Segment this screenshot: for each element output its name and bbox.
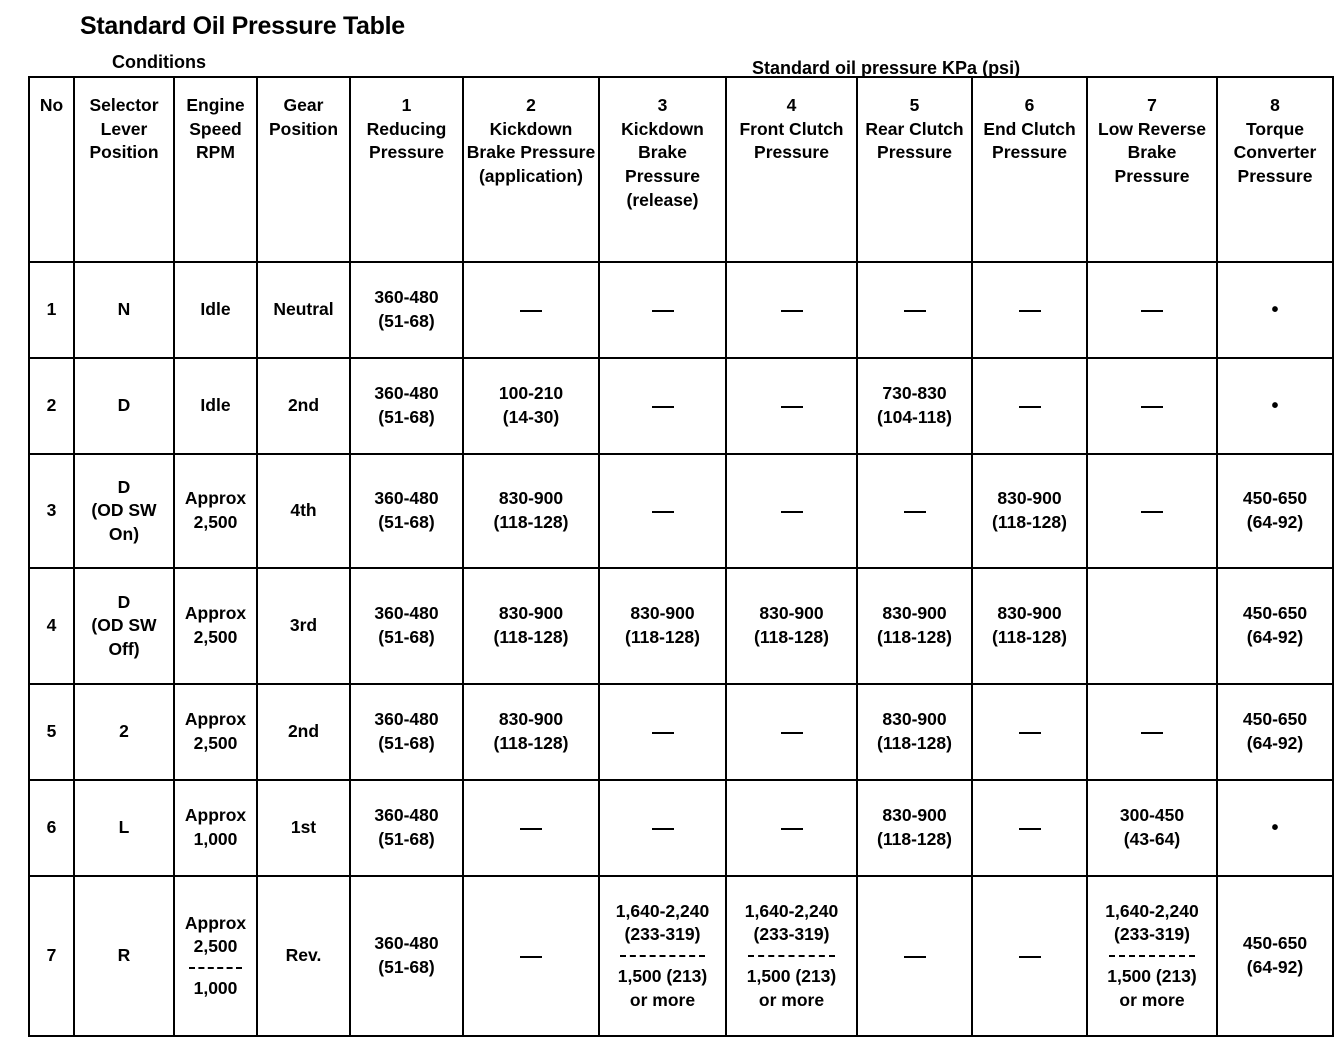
kickdown-apply-cell [463,358,599,454]
dashed-divider [1109,955,1196,957]
bullet-mark: • [1271,816,1279,839]
dashed-divider [189,967,243,969]
kickdown-release-cell [599,876,726,1036]
value-psi: (43-64) [1123,829,1181,849]
header-col-8-text: Torque Converter Pressure [1233,118,1317,186]
torque-cell [1217,358,1333,454]
kickdown-apply-cell [463,454,599,568]
header-col-2 [463,77,599,262]
selector-cell: L [74,780,174,876]
dash-mark [1019,310,1041,312]
dash-mark [1019,406,1041,408]
engine-text: Approx [184,603,247,624]
selector-cell: R [74,876,174,1036]
empty-cell [972,780,1087,876]
value-psi: (14-30) [502,407,560,427]
table-row [29,780,1333,876]
value-psi: (118-128) [992,627,1067,647]
dash-mark [781,310,803,312]
empty-cell [599,454,726,568]
header-col-4-number: 4 [786,95,797,115]
low-reverse-cell [1087,876,1217,1036]
value-text: 1,500 (213) [746,966,837,986]
value-psi: (118-128) [625,627,700,647]
empty-cell [1087,684,1217,780]
engine-text: Approx [184,488,247,509]
empty-cell [857,454,972,568]
reducing-cell [350,358,463,454]
gear-cell: 2nd [257,684,350,780]
dash-mark [520,956,542,958]
torque-cell [1217,262,1333,358]
row-no: 3 [29,454,74,568]
value-text: 1,640-2,240 [615,900,710,921]
engine-text: Approx [184,709,247,730]
value-text: 730-830 [882,383,947,404]
empty-cell [726,780,857,876]
value-text: 830-900 [882,709,947,730]
value-psi: (51-68) [378,407,435,427]
value-psi: (118-128) [493,512,569,532]
selector-text: (OD SW [91,500,157,521]
row-no: 6 [29,780,74,876]
header-col-8 [1217,77,1333,262]
selector-cell [74,454,174,568]
empty-cell [599,262,726,358]
header-col-8-number: 8 [1270,95,1280,115]
engine-text: 2,500 [193,936,238,957]
rear-clutch-cell [857,568,972,684]
rear-clutch-cell [857,780,972,876]
dash-mark [1019,956,1041,958]
engine-cell [174,568,257,684]
value-text: 360-480 [374,603,439,624]
standard-pressure-label: Standard oil pressure KPa (psi) [752,58,1021,78]
header-no [29,77,74,262]
dash-mark [904,511,926,513]
value-text: 830-900 [630,603,695,624]
selector-cell: D [74,358,174,454]
value-text: 360-480 [374,805,439,826]
value-psi: (64-92) [1246,733,1304,753]
selector-text: On) [108,523,140,544]
empty-cell [599,358,726,454]
front-clutch-cell [726,876,857,1036]
value-psi: (51-68) [378,733,435,753]
row-no: 5 [29,684,74,780]
dash-mark [1141,406,1163,408]
low-reverse-cell [1087,780,1217,876]
gear-cell: 2nd [257,358,350,454]
dash-mark [781,511,803,513]
empty-cell [463,780,599,876]
empty-cell [726,358,857,454]
engine-text: 2,500 [193,733,238,753]
dash-mark [904,956,926,958]
selector-text: D [117,591,131,612]
header-selector [74,77,174,262]
gear-cell: Rev. [257,876,350,1036]
empty-cell [726,684,857,780]
dash-mark [520,310,542,312]
table-row [29,262,1333,358]
value-text: 300-450 [1119,805,1185,826]
dash-mark [1141,732,1163,734]
selector-cell: 2 [74,684,174,780]
value-psi: (104-118) [877,407,952,427]
header-col-5 [857,77,972,262]
value-psi: (64-92) [1246,512,1304,532]
value-psi: (64-92) [1246,627,1304,647]
selector-cell [74,568,174,684]
reducing-cell [350,780,463,876]
reducing-cell [350,876,463,1036]
dash-mark [1019,732,1041,734]
reducing-cell [350,684,463,780]
header-col-3 [599,77,726,262]
engine-text: 1,000 [193,829,238,849]
conditions-label: Conditions [112,52,206,72]
value-psi: (118-128) [877,733,952,753]
value-text: 830-900 [759,603,824,624]
dash-mark [652,732,674,734]
dash-mark [904,310,926,312]
table-row [29,876,1333,1036]
selector-text: D [117,476,131,497]
table-row [29,358,1333,454]
empty-cell [726,454,857,568]
value-psi: (233-319) [1114,924,1190,945]
gear-cell: 4th [257,454,350,568]
empty-cell [1087,262,1217,358]
kickdown-apply-cell [463,684,599,780]
dash-mark [1141,310,1163,312]
value-text: or more [629,989,696,1010]
page-title: Standard Oil Pressure Table [80,12,405,40]
header-col-5-number: 5 [909,95,920,115]
header-col-6 [972,77,1087,262]
header-col-1-number: 1 [401,95,412,115]
engine-cell [174,454,257,568]
engine-cell [174,780,257,876]
value-psi: (51-68) [378,957,435,977]
value-psi: (118-128) [754,627,829,647]
empty-cell [857,262,972,358]
end-clutch-cell [972,454,1087,568]
header-gear [257,77,350,262]
engine-cell [174,684,257,780]
row-no: 2 [29,358,74,454]
row-no: 7 [29,876,74,1036]
value-text: 830-900 [997,488,1062,509]
engine-cell [174,876,257,1036]
header-col-4-text: Front Clutch Pressure [739,118,844,163]
value-text: or more [1119,989,1185,1010]
gear-cell: Neutral [257,262,350,358]
value-psi: (118-128) [493,733,569,753]
dash-mark [520,828,542,830]
empty-cell [972,876,1087,1036]
torque-cell [1217,780,1333,876]
empty-cell [599,780,726,876]
dash-mark [781,828,803,830]
value-text: 360-480 [374,488,439,509]
header-col-7-number: 7 [1147,95,1157,115]
row-no: 1 [29,262,74,358]
table-row [29,684,1333,780]
header-engine-text: Engine Speed RPM [186,95,245,163]
value-text: 100-210 [498,383,564,404]
header-col-5-text: Rear Clutch Pressure [865,118,964,163]
value-text: 1,500 (213) [1107,966,1197,986]
end-clutch-cell [972,568,1087,684]
gear-cell: 3rd [257,568,350,684]
header-col-4 [726,77,857,262]
value-text: 1,640-2,240 [744,900,839,921]
dash-mark [1019,828,1041,830]
empty-cell [972,262,1087,358]
value-text: 830-900 [498,488,564,509]
bullet-mark: • [1271,394,1279,417]
engine-text: Approx [184,805,247,826]
table-row [29,454,1333,568]
value-psi: (64-92) [1246,957,1304,977]
header-col-3-number: 3 [657,95,668,115]
empty-cell [972,358,1087,454]
engine-cell: Idle [174,358,257,454]
reducing-cell [350,568,463,684]
reducing-cell [350,454,463,568]
header-selector-text: Selector Lever Position [89,95,159,163]
engine-text: 2,500 [193,512,238,532]
value-text: 360-480 [374,933,439,954]
dash-mark [652,828,674,830]
header-col-1-text: Reducing Pressure [366,118,447,163]
empty-cell [599,684,726,780]
header-col-2-text: Kickdown Brake Pressure (application) [466,118,596,186]
bullet-mark: • [1271,298,1279,321]
engine-text: 1,000 [193,977,238,998]
empty-cell [1087,358,1217,454]
value-psi: (118-128) [877,829,952,849]
header-gear-text: Gear Position [268,95,339,139]
dash-mark [781,732,803,734]
value-psi: (118-128) [877,627,952,647]
reducing-cell [350,262,463,358]
selector-text: (OD SW [91,615,157,636]
header-col-6-text: End Clutch Pressure [983,118,1076,163]
kickdown-release-cell [599,568,726,684]
header-col-6-number: 6 [1024,95,1035,115]
dashed-divider [620,955,705,957]
value-psi: (233-319) [753,924,830,945]
empty-cell [972,684,1087,780]
engine-text: 2,500 [193,627,238,647]
value-psi: (118-128) [493,627,569,647]
value-text: 360-480 [374,383,439,404]
oil-pressure-table [28,76,1334,1037]
value-text: 830-900 [882,805,947,826]
header-col-1 [350,77,463,262]
dash-mark [652,511,674,513]
empty-cell [857,876,972,1036]
dashed-divider [748,955,836,957]
value-text: 360-480 [374,287,439,308]
engine-cell: Idle [174,262,257,358]
header-row [29,77,1333,262]
empty-cell [463,262,599,358]
value-text: 1,500 (213) [617,966,708,986]
value-psi: (118-128) [992,512,1067,532]
selector-text: Off) [108,638,140,659]
value-psi: (51-68) [378,311,435,331]
torque-cell [1217,454,1333,568]
row-no: 4 [29,568,74,684]
value-text: 830-900 [882,603,947,624]
engine-text: Approx [184,912,247,933]
empty-cell [726,262,857,358]
empty-cell [463,876,599,1036]
value-text: 830-900 [498,709,564,730]
value-text: 450-650 [1242,933,1308,954]
gear-cell: 1st [257,780,350,876]
dash-mark [781,406,803,408]
torque-cell [1217,684,1333,780]
value-text: 830-900 [997,603,1062,624]
value-text: 450-650 [1242,603,1308,624]
table-row [29,568,1333,684]
header-col-7 [1087,77,1217,262]
dash-mark [1141,511,1163,513]
torque-cell [1217,568,1333,684]
dash-mark [652,310,674,312]
value-psi: (51-68) [378,512,435,532]
dash-mark [652,406,674,408]
value-text: 1,640-2,240 [1105,900,1199,921]
torque-cell [1217,876,1333,1036]
front-clutch-cell [726,568,857,684]
header-col-2-number: 2 [526,95,536,115]
kickdown-apply-cell [463,568,599,684]
rear-clutch-cell [857,358,972,454]
empty-cell [1087,454,1217,568]
empty-cell [1087,568,1217,684]
selector-cell: N [74,262,174,358]
header-col-3-text: Kickdown Brake Pressure (release) [621,118,704,210]
value-text: 830-900 [498,603,564,624]
header-engine [174,77,257,262]
rear-clutch-cell [857,684,972,780]
value-text: 360-480 [374,709,439,730]
header-no-text: No [39,95,64,115]
value-psi: (51-68) [378,829,435,849]
value-psi: (233-319) [624,924,701,945]
value-text: 450-650 [1242,488,1308,509]
value-text: 450-650 [1242,709,1308,730]
header-col-7-text: Low Reverse Brake Pressure [1098,118,1206,186]
value-psi: (51-68) [378,627,435,647]
value-text: or more [758,989,825,1010]
